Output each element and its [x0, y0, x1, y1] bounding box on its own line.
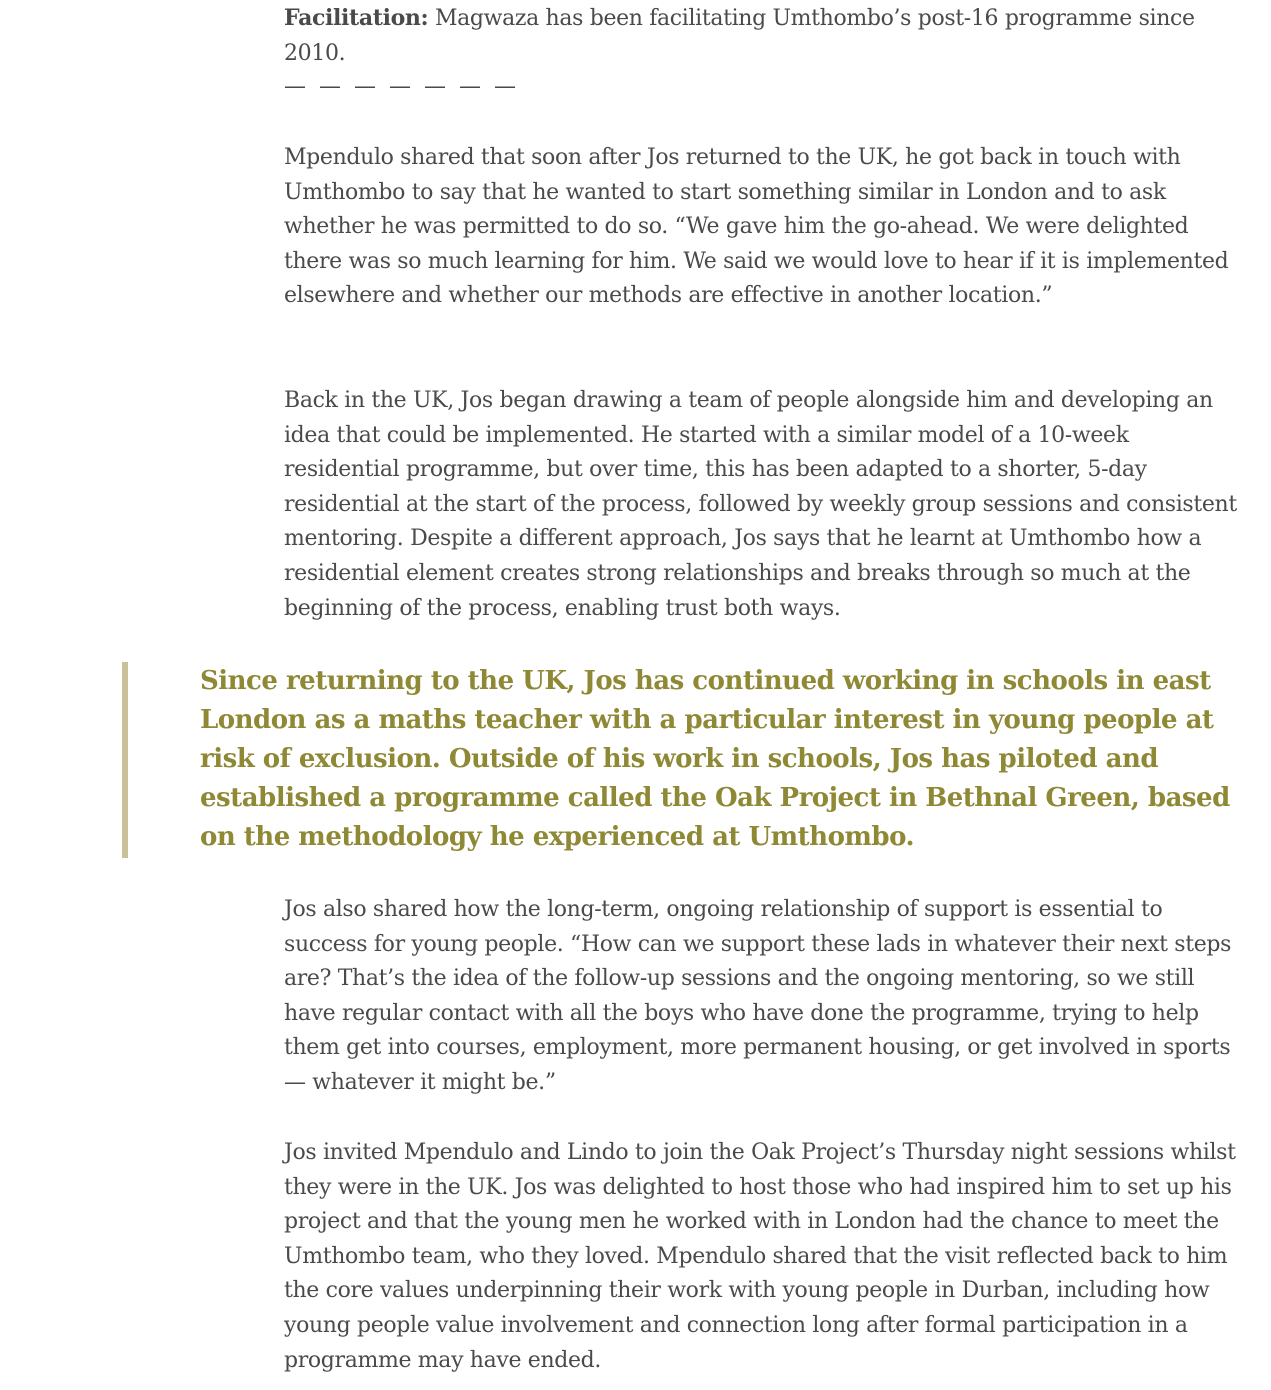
paragraph-oak-project-visit: Jos invited Mpendulo and Lindo to join the Oak Project’s Thursday night sessions whilst they were in the UK. Jos was delighted to host those who had inspired him to set up his project and that the young men he worked with in London had the chance to meet the Umthombo team, who they loved. Mpendulo shared that the visit reflected back to him the core values underpinning their work with young people in Durban, including how young people value involvement and connection long after formal participation in a programme may have ended.	[284, 1140, 1236, 1373]
pull-quote-text: Since returning to the UK, Jos has continued working in schools in east London as a maths teacher with a particular interest in young people at risk of exclusion. Outside of his work in schools, Jos has piloted and established a programme called the Oak Project in Bethnal Green, based on the methodology he experienced at Umthombo.	[200, 666, 1230, 852]
paragraph-ongoing-support: Jos also shared how the long-term, ongoing relationship of support is essential to success for young people. “How can we support these lads in whatever their next steps are? That’s the idea of the follow-up sessions and the ongoing mentoring, so we still have regular contact with all the boys who have done the programme, trying to help them get into courses, employment, more permanent housing, or get involved in sports — whatever it might be.”	[284, 897, 1232, 1095]
section-separator: — — — — — — —	[284, 74, 519, 99]
pull-quote	[122, 662, 1248, 858]
facilitation-paragraph	[284, 1, 1244, 71]
paragraph-back-in-uk: Back in the UK, Jos began drawing a team of people alongside him and developing an idea that could be implemented. He started with a similar model of a 10-week residential programme, but over time, this has been adapted to a shorter, 5-day residential at the start of the process, followed by weekly group sessions and consistent mentoring. Despite a different approach, Jos says that he learnt at Umthombo how a residential element creates strong relationships and breaks through so much at the beginning of the process, enabling trust both ways.	[284, 388, 1237, 621]
paragraph-go-ahead: Mpendulo shared that soon after Jos returned to the UK, he got back in touch with Umthombo to say that he wanted to start something similar in London and to ask whether he was permitted to do so. “We gave him the go-ahead. We were delighted there was so much learning for him. We said we would love to hear if it is implemented elsewhere and whether our methods are effective in another location.”	[284, 145, 1229, 309]
facilitation-label: Facilitation:	[284, 5, 429, 31]
facilitation-text: Magwaza has been facilitating Umthombo’s post-16 programme since 2010.	[284, 6, 1195, 66]
